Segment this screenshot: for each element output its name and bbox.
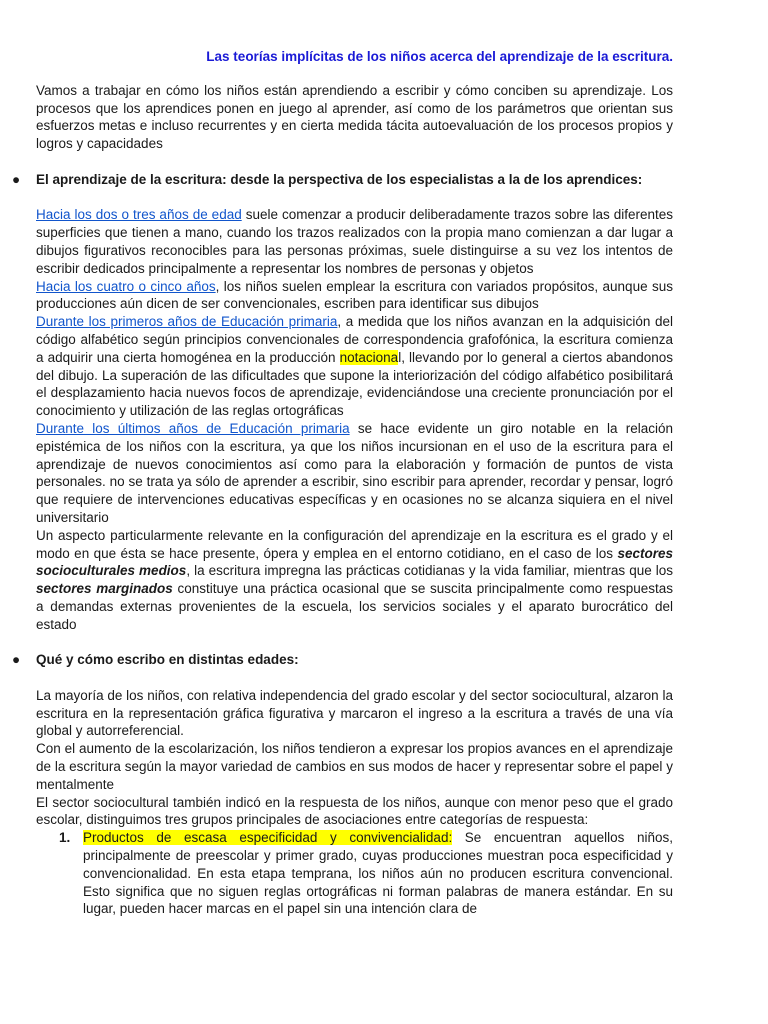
paragraph-escolarizacion: Con el aumento de la escolarización, los niños tendieron a expresar los propios avances en el aprendizaje de la escritura según la mayor variedad de cambios en sus modos de hacer y representar sobre el papel y mentalmente (36, 741, 673, 792)
document-body (12, 48, 673, 918)
paragraph-dos-tres-anos (36, 206, 673, 277)
link-cuatro-cinco-anos[interactable]: Hacia los cuatro o cinco años (36, 278, 216, 294)
list-number: 1. (59, 830, 71, 846)
paragraph-text: , a medida que los niños avanzan en la adquisición del código alfabético según principios convencionales de correspondencia grafofónica, la escritura comienza a adquirir una cierta homogénea en la producción (36, 314, 673, 365)
section-heading-text: El aprendizaje de la escritura: desde la perspectiva de los especialistas a la de los aprendices: (36, 171, 643, 187)
paragraph-text: , la escritura impregna las prácticas cotidianas y la vida familiar, mientras que los (186, 563, 673, 579)
section-heading-que-como (12, 651, 673, 669)
paragraph-aspecto-relevante (36, 527, 673, 634)
paragraph-sector-sociocultural: El sector sociocultural también indicó en la respuesta de los niños, aunque con menor peso que el grado escolar, distinguimos tres grupos principales de asociaciones entre categorías de respuesta: (36, 794, 673, 828)
highlighted-phrase: Productos de escasa especificidad y convivencialidad: (83, 830, 453, 846)
bullet-icon: ● (12, 652, 21, 668)
paragraph-ultimos-anos (36, 420, 673, 527)
paragraph-text: , los niños suelen emplear la escritura con variados propósitos, aunque sus producciones aún dicen de ser convencionales, escriben para identificar sus dibujos (36, 278, 673, 312)
term-sectores-marginados: sectores marginados (36, 581, 173, 597)
paragraph-primeros-anos (36, 313, 673, 420)
paragraph-text: Un aspecto particularmente relevante en la configuración del aprendizaje en la escritura es el grado y el modo en que ésta se hace presente, ópera y emplea en el entorno cotidiano, en el caso de los (36, 527, 673, 561)
term-sectores-medios: sectores socioculturales medios (36, 545, 673, 579)
paragraph-mayoria-ninos: La mayoría de los niños, con relativa independencia del grado escolar y del sector sociocultural, alzaron la escritura en la representación gráfica figurativa y marcaron el ingreso a la escritura a través de una vía global y autorreferencial. (36, 687, 673, 739)
paragraph-text: l, llevando por lo general a ciertos abandonos del dibujo. La superación de las dificultades que supone la interiorización del código alfabético posibilitará el desplazamiento hacia nuevos focos de aprendizaje, evidenciándose una creciente pronunciación por el conocimiento y utilización de las reglas ortográficas (36, 349, 673, 419)
list-item-productos (59, 829, 673, 918)
paragraph-text: constituye una práctica ocasional que se suscita principalmente como respuestas a demandas externas provenientes de la escuela, los servicios sociales y el aparato burocrático del estado (36, 581, 673, 632)
section-heading-aprendizaje (12, 171, 673, 189)
paragraph-cuatro-cinco-anos (36, 278, 673, 314)
paragraph-text: suele comenzar a producir deliberadamente trazos sobre las diferentes superficies que tienen a mano, cuando los trazos realizados con la propia mano comienzan a dar lugar a dibujos figurativos reconocibles para las personas próximas, suele distinguirse a su vez los intentos de escribir dedicados principalmente a representar los nombres de personas y objetos (36, 207, 673, 276)
link-primeros-anos[interactable]: Durante los primeros años de Educación primaria (36, 314, 338, 330)
paragraph-text: se hace evidente un giro notable en la relación epistémica de los niños con la escritura, ya que los niños incursionan en el uso de la escritura para el aprendizaje de nuevos conocimientos así como para la elaboración y formación de puntos de vista personales. no se trata ya sólo de aprender a escribir, sino escribir para aprender, recordar y pensar, logró que requiere de intervenciones educativas específicas y en ocasiones no se alcanza siquiera en el nivel universitario (36, 420, 673, 525)
document-title: Las teorías implícitas de los niños acerca del aprendizaje de la escritura. (206, 49, 673, 64)
intro-paragraph: Vamos a trabajar en cómo los niños están aprendiendo a escribir y cómo conciben su aprendizaje. Los procesos que los aprendices ponen en juego al aprender, así como de los parámetros que orientan sus esfuerzos metas e incluso recurrentes y en cierta medida tácita autoevaluación de los procesos propios y logros y capacidades (36, 82, 673, 152)
section-heading-text: Qué y cómo escribo en distintas edades: (36, 652, 299, 668)
link-dos-tres-anos[interactable]: Hacia los dos o tres años de edad (36, 207, 242, 223)
link-ultimos-anos[interactable]: Durante los últimos años de Educación primaria (36, 420, 350, 436)
bullet-icon: ● (12, 171, 21, 187)
list-item-text: Se encuentran aquellos niños, principalmente de preescolar y primer grado, cuyas producciones muestran poca especificidad y convencionalidad. En esta etapa temprana, los niños aún no producen escritura convencional. Esto significa que no siguen reglas ortográficas ni forman palabras de manera estándar. En su lugar, pueden hacer marcas en el papel sin una intención clara de (83, 830, 673, 917)
highlighted-word: notaciona (339, 349, 399, 365)
